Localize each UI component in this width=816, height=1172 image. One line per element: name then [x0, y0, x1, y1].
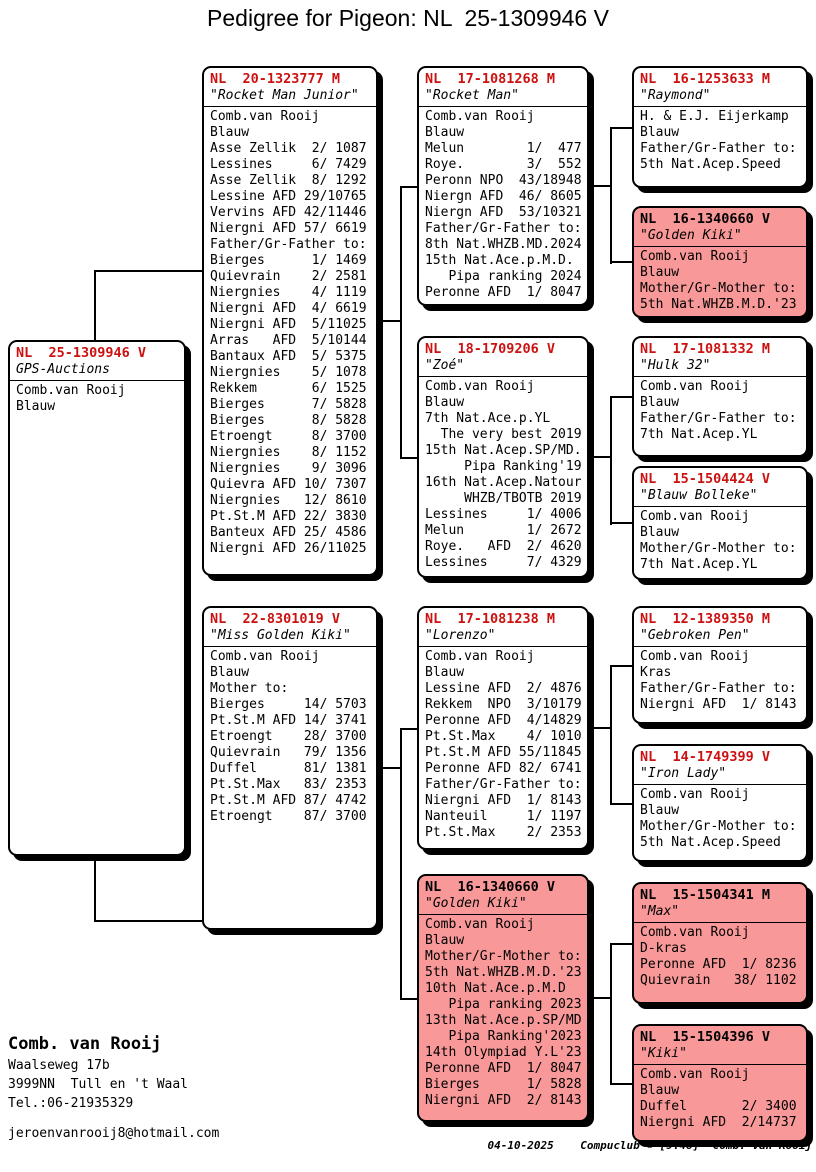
connector-line — [400, 186, 417, 188]
connector-line — [610, 396, 612, 525]
connector-line — [610, 803, 632, 805]
pedigree-line: Blauw — [640, 395, 680, 410]
pedigree-line: Comb.van Rooij — [210, 649, 320, 664]
pedigree-line: 15th Nat.Ace.p.M.D. — [425, 253, 574, 268]
pedigree-lines — [640, 379, 800, 443]
pedigree-box-rocket-man-junior — [202, 66, 378, 576]
pedigree-line: Niergnies 9/ 3096 — [210, 461, 367, 476]
pedigree-line: Peronn NPO 43/18948 — [425, 173, 582, 188]
pedigree-box-subject — [8, 340, 186, 856]
pedigree-line: Peronne AFD 1/ 8236 — [640, 957, 797, 972]
pedigree-line: Comb.van Rooij — [210, 109, 320, 124]
connector-line — [610, 522, 632, 524]
pedigree-line: Peronne AFD 1/ 8047 — [425, 1061, 582, 1076]
owner-email: jeroenvanrooij8@hotmail.com — [8, 1126, 220, 1141]
pedigree-line: 10th Nat.Ace.p.M.D — [425, 981, 566, 996]
pedigree-line: Niergni AFD 2/14737 — [640, 1115, 797, 1130]
pedigree-line: Comb.van Rooij — [16, 383, 126, 398]
connector-line — [378, 767, 402, 769]
pedigree-line: Niergni AFD 57/ 6619 — [210, 221, 367, 236]
pigeon-name: "Gebroken Pen" — [634, 628, 806, 647]
pedigree-line: Comb.van Rooij — [640, 787, 750, 802]
pedigree-box-golden-kiki-2 — [632, 206, 808, 318]
pedigree-line: Blauw — [640, 125, 680, 140]
ring-number: NL 16-1340660 V — [640, 211, 771, 227]
pedigree-box-gebroken-pen — [632, 606, 808, 724]
pedigree-lines — [640, 787, 800, 851]
pedigree-line: Kras — [640, 665, 672, 680]
pedigree-line: Vervins AFD 42/11446 — [210, 205, 367, 220]
pedigree-box-raymond — [632, 66, 808, 188]
connector-line — [589, 997, 612, 999]
pedigree-line: Father/Gr-Father to: — [640, 141, 797, 156]
pedigree-line: Blauw — [210, 665, 250, 680]
pedigree-line: Niergn AFD 46/ 8605 — [425, 189, 582, 204]
pedigree-lines — [210, 109, 370, 557]
pigeon-name: "Golden Kiki" — [419, 896, 587, 915]
pigeon-name: GPS-Auctions — [10, 362, 184, 381]
pedigree-line: Bierges 1/ 1469 — [210, 253, 367, 268]
pedigree-lines — [425, 649, 581, 841]
pedigree-line: Niergni AFD 2/ 8143 — [425, 1093, 582, 1108]
pedigree-line: Niergnies 4/ 1119 — [210, 285, 367, 300]
pedigree-line: 16th Nat.Acep.Natour — [425, 475, 582, 490]
connector-line — [589, 456, 612, 458]
pedigree-line: Peronne AFD 4/14829 — [425, 713, 582, 728]
connector-line — [610, 127, 612, 264]
pedigree-line: D-kras — [640, 941, 687, 956]
ring-number: NL 12-1389350 M — [640, 611, 771, 627]
pedigree-box-rocket-man — [417, 66, 589, 306]
pedigree-line: Bierges 8/ 5828 — [210, 413, 367, 428]
connector-line — [400, 186, 402, 459]
pedigree-line: Bierges 7/ 5828 — [210, 397, 367, 412]
connector-line — [610, 665, 632, 667]
pedigree-line: Niergni AFD 26/11025 — [210, 541, 367, 556]
pedigree-line: 13th Nat.Ace.p.SP/MD — [425, 1013, 582, 1028]
pedigree-line: Blauw — [425, 933, 465, 948]
pedigree-line: The very best 2019 — [425, 427, 582, 442]
pedigree-line: Pipa Ranking'2023 — [425, 1029, 582, 1044]
pedigree-line: Niergni AFD 4/ 6619 — [210, 301, 367, 316]
pedigree-line: Pt.St.Max 2/ 2353 — [425, 825, 582, 840]
pedigree-line: Comb.van Rooij — [640, 649, 750, 664]
pedigree-line: Asse Zellik 8/ 1292 — [210, 173, 367, 188]
pedigree-line: Pt.St.Max 4/ 1010 — [425, 729, 582, 744]
pedigree-box-golden-kiki — [417, 874, 589, 1122]
pedigree-line: Bierges 14/ 5703 — [210, 697, 367, 712]
owner-phone: Tel.:06-21935329 — [8, 1096, 134, 1111]
pedigree-line: Blauw — [16, 399, 56, 414]
page-title: Pedigree for Pigeon: NL 25-1309946 V — [207, 5, 609, 31]
pedigree-lines — [425, 109, 581, 301]
pedigree-line: Mother/Gr-Mother to: — [640, 819, 797, 834]
pedigree-box-iron-lady — [632, 744, 808, 862]
pedigree-line: Father/Gr-Father to: — [425, 777, 582, 792]
pedigree-line: Blauw — [640, 265, 680, 280]
ring-number: NL 14-1749399 V — [640, 749, 771, 765]
pedigree-line: Melun 1/ 477 — [425, 141, 582, 156]
pedigree-line: 5th Nat.WHZB.M.D.'23 — [640, 297, 797, 312]
pedigree-line: Blauw — [425, 395, 465, 410]
pedigree-line: Father/Gr-Father to: — [640, 411, 797, 426]
pedigree-lines — [640, 249, 800, 313]
connector-line — [400, 457, 417, 459]
ring-number: NL 25-1309946 V — [16, 345, 147, 361]
pigeon-name: "Lorenzo" — [419, 628, 587, 647]
pigeon-name: "Hulk 32" — [634, 358, 806, 377]
connector-line — [94, 920, 202, 922]
pedigree-box-kiki — [632, 1024, 808, 1142]
pedigree-line: Mother to: — [210, 681, 289, 696]
pedigree-line: Quievrain 38/ 1102 — [640, 973, 797, 988]
connector-line — [589, 185, 612, 187]
pedigree-line: Bantaux AFD 5/ 5375 — [210, 349, 367, 364]
footer-credit: 04-10-2025 Compuclub © [9.48] Comb. van Rooij — [487, 1139, 812, 1152]
pedigree-line: Blauw — [210, 125, 250, 140]
pedigree-line: 5th Nat.WHZB.M.D.'23 — [425, 965, 582, 980]
connector-line — [610, 943, 632, 945]
pedigree-line: 7th Nat.Ace.p.YL — [425, 411, 551, 426]
connector-line — [94, 854, 96, 922]
pedigree-line: Rekkem NPO 3/10179 — [425, 697, 582, 712]
pigeon-name: "Raymond" — [634, 88, 806, 107]
pedigree-line: Lessine AFD 2/ 4876 — [425, 681, 582, 696]
pedigree-lines — [210, 649, 370, 825]
pedigree-lines — [16, 383, 178, 415]
ring-number: NL 17-1081238 M — [425, 611, 556, 627]
connector-line — [400, 998, 417, 1000]
pedigree-line: Father/Gr-Father to: — [425, 221, 582, 236]
ring-number: NL 16-1340660 V — [425, 879, 556, 895]
pedigree-lines — [640, 509, 800, 573]
connector-line — [589, 727, 612, 729]
pedigree-line: Comb.van Rooij — [640, 1067, 750, 1082]
pedigree-line: Lessines 7/ 4329 — [425, 555, 582, 570]
ring-number: NL 17-1081268 M — [425, 71, 556, 87]
pedigree-line: Comb.van Rooij — [640, 925, 750, 940]
ring-number: NL 15-1504396 V — [640, 1029, 771, 1045]
pedigree-line: Blauw — [640, 1083, 680, 1098]
pedigree-line: Niergnies 8/ 1152 — [210, 445, 367, 460]
connector-line — [378, 320, 402, 322]
pedigree-line: Pt.St.M AFD 22/ 3830 — [210, 509, 367, 524]
pedigree-line: Comb.van Rooij — [640, 509, 750, 524]
pedigree-lines — [640, 1067, 800, 1131]
pedigree-line: Blauw — [640, 803, 680, 818]
pedigree-line: Niergni AFD 5/11025 — [210, 317, 367, 332]
pedigree-line: Pt.St.M AFD 14/ 3741 — [210, 713, 367, 728]
pedigree-line: Lessines 1/ 4006 — [425, 507, 582, 522]
pedigree-line: Quievra AFD 10/ 7307 — [210, 477, 367, 492]
pedigree-line: 8th Nat.WHZB.MD.2024 — [425, 237, 582, 252]
pedigree-box-blauw-bolleke — [632, 466, 808, 580]
ring-number: NL 22-8301019 V — [210, 611, 341, 627]
ring-number: NL 20-1323777 M — [210, 71, 341, 87]
pedigree-line: Etroengt 8/ 3700 — [210, 429, 367, 444]
pedigree-box-miss-golden-kiki — [202, 606, 378, 930]
pedigree-line: Comb.van Rooij — [425, 917, 535, 932]
connector-line — [610, 396, 632, 398]
pedigree-box-hulk-32 — [632, 336, 808, 457]
pedigree-line: 7th Nat.Acep.YL — [640, 427, 758, 442]
pedigree-line: Niergni AFD 1/ 8143 — [425, 793, 582, 808]
pigeon-name: "Zoé" — [419, 358, 587, 377]
pedigree-line: Lessine AFD 29/10765 — [210, 189, 367, 204]
ring-number: NL 15-1504341 M — [640, 887, 771, 903]
ring-number: NL 18-1709206 V — [425, 341, 556, 357]
pedigree-line: WHZB/TBOTB 2019 — [425, 491, 582, 506]
pedigree-line: Niergnies 12/ 8610 — [210, 493, 367, 508]
pigeon-name: "Rocket Man Junior" — [204, 88, 376, 107]
pigeon-name: "Golden Kiki" — [634, 228, 806, 247]
owner-address-city: 3999NN Tull en 't Waal — [8, 1077, 189, 1092]
pedigree-line: Quievrain 2/ 2581 — [210, 269, 367, 284]
pedigree-line: Pipa ranking 2023 — [425, 997, 582, 1012]
pedigree-line: Mother/Gr-Mother to: — [640, 541, 797, 556]
ring-number: NL 16-1253633 M — [640, 71, 771, 87]
pedigree-lines — [640, 649, 800, 713]
owner-name: Comb. van Rooij — [8, 1034, 162, 1054]
pedigree-line: Quievrain 79/ 1356 — [210, 745, 367, 760]
pedigree-lines — [425, 917, 581, 1109]
pedigree-line: Pt.St.M AFD 87/ 4742 — [210, 793, 367, 808]
pedigree-line: Comb.van Rooij — [640, 379, 750, 394]
pedigree-line: Niergni AFD 1/ 8143 — [640, 697, 797, 712]
pigeon-name: "Kiki" — [634, 1046, 806, 1065]
pedigree-line: Peronne AFD 1/ 8047 — [425, 285, 582, 300]
pedigree-line: 5th Nat.Acep.Speed — [640, 835, 781, 850]
pedigree-line: Pt.St.M AFD 55/11845 — [425, 745, 582, 760]
pedigree-line: Father/Gr-Father to: — [640, 681, 797, 696]
pedigree-line: 7th Nat.Acep.YL — [640, 557, 758, 572]
pedigree-line: 15th Nat.Acep.SP/MD. — [425, 443, 582, 458]
pedigree-line: Comb.van Rooij — [425, 109, 535, 124]
pedigree-line: Duffel 81/ 1381 — [210, 761, 367, 776]
pedigree-line: Blauw — [425, 665, 465, 680]
pedigree-line: Roye. AFD 2/ 4620 — [425, 539, 582, 554]
pedigree-line: Blauw — [640, 525, 680, 540]
pedigree-line: Mother/Gr-Mother to: — [640, 281, 797, 296]
pedigree-line: Pt.St.Max 83/ 2353 — [210, 777, 367, 792]
pedigree-line: Father/Gr-Father to: — [210, 237, 367, 252]
pedigree-line: Etroengt 28/ 3700 — [210, 729, 367, 744]
pedigree-line: Comb.van Rooij — [425, 649, 535, 664]
pigeon-name: "Rocket Man" — [419, 88, 587, 107]
owner-address-street: Waalseweg 17b — [8, 1058, 110, 1073]
pedigree-line: Peronne AFD 82/ 6741 — [425, 761, 582, 776]
pedigree-line: Nanteuil 1/ 1197 — [425, 809, 582, 824]
ring-number: NL 17-1081332 M — [640, 341, 771, 357]
pedigree-box-zoe — [417, 336, 589, 578]
pedigree-line: Niergnies 5/ 1078 — [210, 365, 367, 380]
pedigree-line: Comb.van Rooij — [640, 249, 750, 264]
ring-number: NL 15-1504424 V — [640, 471, 771, 487]
pedigree-line: Pipa ranking 2024 — [425, 269, 582, 284]
pedigree-line: Duffel 2/ 3400 — [640, 1099, 797, 1114]
connector-line — [610, 261, 632, 263]
pedigree-line: Mother/Gr-Mother to: — [425, 949, 582, 964]
connector-line — [610, 1083, 632, 1085]
pedigree-line: Banteux AFD 25/ 4586 — [210, 525, 367, 540]
owner-block — [8, 1032, 219, 1143]
pedigree-line: Rekkem 6/ 1525 — [210, 381, 367, 396]
connector-line — [94, 270, 96, 342]
pigeon-name: "Blauw Bolleke" — [634, 488, 806, 507]
connector-line — [610, 943, 612, 1085]
pedigree-line: Pipa Ranking'19 — [425, 459, 582, 474]
pedigree-line: Niergn AFD 53/10321 — [425, 205, 582, 220]
connector-line — [610, 665, 612, 805]
pedigree-line: Lessines 6/ 7429 — [210, 157, 367, 172]
connector-line — [400, 728, 402, 1000]
pedigree-line: Comb.van Rooij — [425, 379, 535, 394]
pedigree-line: H. & E.J. Eijerkamp — [640, 109, 789, 124]
pigeon-name: "Iron Lady" — [634, 766, 806, 785]
pedigree-line: 14th Olympiad Y.L'23 — [425, 1045, 582, 1060]
pigeon-name: "Max" — [634, 904, 806, 923]
pedigree-line: 5th Nat.Acep.Speed — [640, 157, 781, 172]
pedigree-line: Bierges 1/ 5828 — [425, 1077, 582, 1092]
pedigree-line: Blauw — [425, 125, 465, 140]
pedigree-lines — [425, 379, 581, 571]
pedigree-lines — [640, 925, 800, 989]
pedigree-line: Arras AFD 5/10144 — [210, 333, 367, 348]
pedigree-line: Melun 1/ 2672 — [425, 523, 582, 538]
pedigree-line: Etroengt 87/ 3700 — [210, 809, 367, 824]
pedigree-box-lorenzo — [417, 606, 589, 850]
connector-line — [400, 728, 417, 730]
connector-line — [94, 270, 202, 272]
pedigree-line: Roye. 3/ 552 — [425, 157, 582, 172]
pedigree-lines — [640, 109, 800, 173]
connector-line — [610, 127, 632, 129]
pedigree-box-max — [632, 882, 808, 1004]
pedigree-line: Asse Zellik 2/ 1087 — [210, 141, 367, 156]
pigeon-name: "Miss Golden Kiki" — [204, 628, 376, 647]
